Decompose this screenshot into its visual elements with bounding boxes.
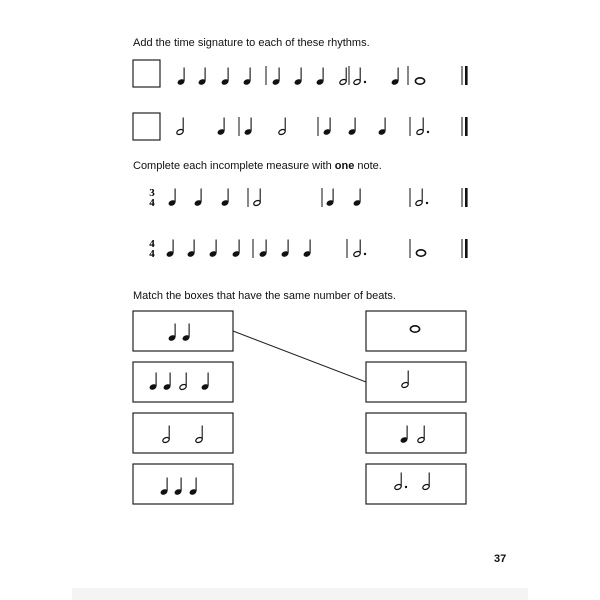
instruction-emphasis-one: one xyxy=(334,160,355,172)
instruction-text-end: note. xyxy=(354,160,382,172)
rhythm-row-4 xyxy=(149,238,467,260)
match-box-left-4[interactable] xyxy=(133,464,233,504)
rhythm-row-1 xyxy=(177,66,468,86)
final-barline-thick xyxy=(465,117,468,136)
match-box-left-2[interactable] xyxy=(133,362,233,402)
final-barline-thick xyxy=(465,188,468,207)
rhythm-row-3 xyxy=(149,187,467,209)
match-connector-line xyxy=(233,331,366,382)
instruction-match-boxes: Match the boxes that have the same number of beats. xyxy=(133,290,396,302)
time-signature-top: 4 xyxy=(149,238,155,250)
match-box-right-2[interactable] xyxy=(366,362,466,402)
instruction-add-time-signature: Add the time signature to each of these rhythms. xyxy=(133,37,370,49)
match-box-right-1[interactable] xyxy=(366,311,466,351)
instruction-text-start: Complete each incomplete measure with xyxy=(133,160,335,172)
time-signature-3-4 xyxy=(149,187,155,209)
match-box-left-3[interactable] xyxy=(133,413,233,453)
page-number: 37 xyxy=(494,553,507,565)
match-box-right-3[interactable] xyxy=(366,413,466,453)
time-signature-top: 3 xyxy=(149,187,155,199)
final-barline-thick xyxy=(465,66,468,85)
time-signature-bottom: 4 xyxy=(149,197,155,209)
rhythm-row-2 xyxy=(176,117,468,136)
match-box-right-4[interactable] xyxy=(366,464,466,504)
time-signature-answer-box[interactable] xyxy=(133,60,160,87)
final-barline-thick xyxy=(465,239,468,258)
time-signature-answer-box[interactable] xyxy=(133,113,160,140)
time-signature-4-4 xyxy=(149,238,155,260)
match-box-left-1[interactable] xyxy=(133,311,233,351)
time-signature-bottom: 4 xyxy=(149,248,155,260)
